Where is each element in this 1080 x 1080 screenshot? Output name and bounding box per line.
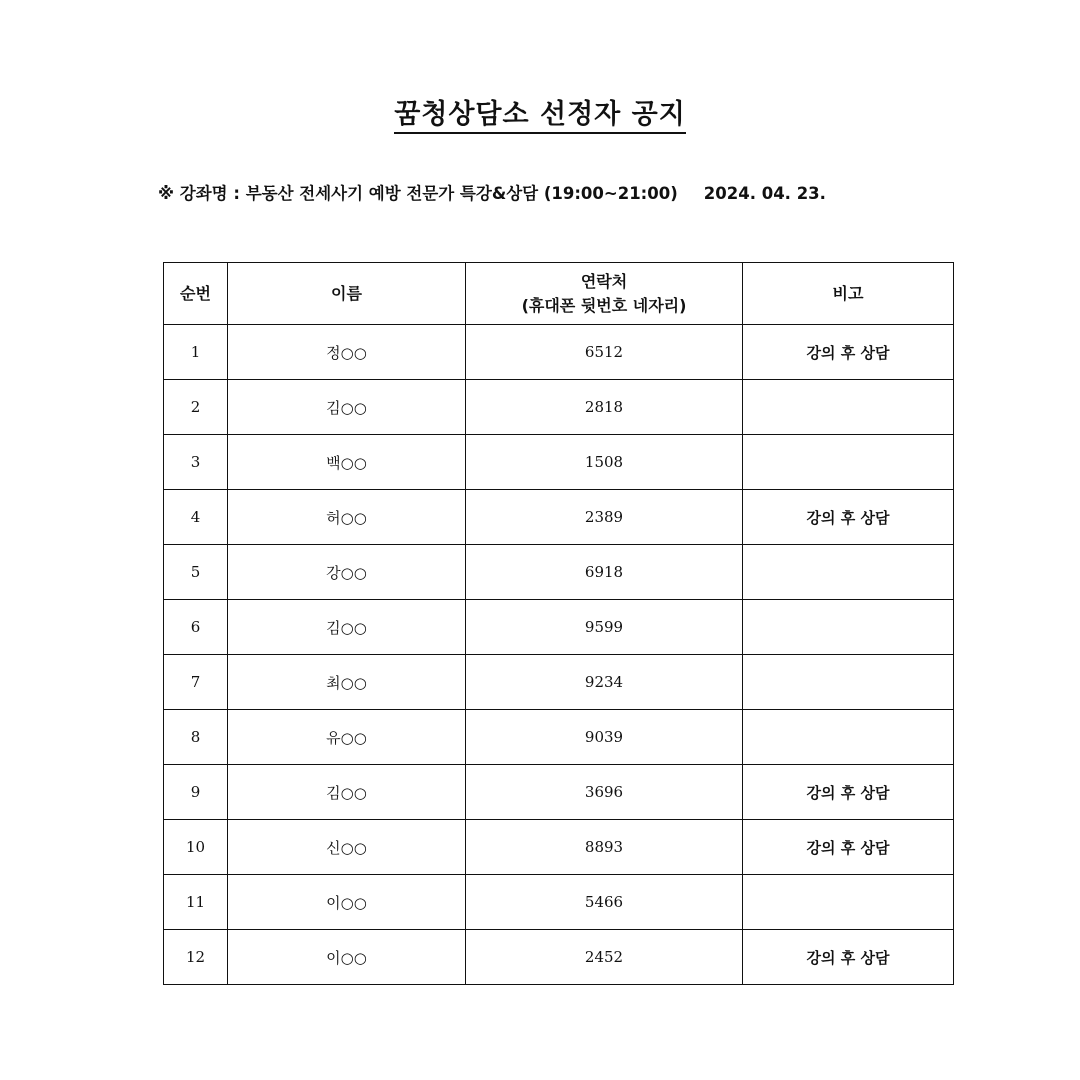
- table-row: [164, 765, 954, 820]
- cell-phone: 6918: [466, 545, 743, 600]
- table-row: [164, 435, 954, 490]
- cell-phone: 9039: [466, 710, 743, 765]
- cell-note: [743, 545, 954, 600]
- table-header-row: [164, 263, 954, 325]
- header-note: 비고: [743, 263, 954, 325]
- table-row: [164, 545, 954, 600]
- cell-phone: 9599: [466, 600, 743, 655]
- table-row: [164, 710, 954, 765]
- cell-phone: 9234: [466, 655, 743, 710]
- table-row: [164, 820, 954, 875]
- cell-seq: 11: [164, 875, 228, 930]
- table-row: [164, 380, 954, 435]
- cell-name: 이○○: [228, 930, 466, 985]
- table-row: [164, 875, 954, 930]
- cell-seq: 4: [164, 490, 228, 545]
- table-row: [164, 655, 954, 710]
- cell-note: 강의 후 상담: [743, 930, 954, 985]
- cell-name: 이○○: [228, 875, 466, 930]
- cell-note: 강의 후 상담: [743, 490, 954, 545]
- cell-phone: 8893: [466, 820, 743, 875]
- table-row: [164, 490, 954, 545]
- cell-name: 신○○: [228, 820, 466, 875]
- cell-note: 강의 후 상담: [743, 325, 954, 380]
- cell-seq: 8: [164, 710, 228, 765]
- cell-note: [743, 655, 954, 710]
- cell-seq: 1: [164, 325, 228, 380]
- header-contact-line2: (휴대폰 뒷번호 네자리): [521, 295, 687, 315]
- cell-seq: 3: [164, 435, 228, 490]
- cell-phone: 2818: [466, 380, 743, 435]
- cell-note: 강의 후 상담: [743, 765, 954, 820]
- header-contact-line1: 연락처: [580, 271, 628, 291]
- cell-seq: 6: [164, 600, 228, 655]
- cell-name: 최○○: [228, 655, 466, 710]
- cell-name: 강○○: [228, 545, 466, 600]
- cell-note: [743, 710, 954, 765]
- cell-name: 백○○: [228, 435, 466, 490]
- page-title-text: 꿈청상담소 선정자 공지: [394, 99, 686, 134]
- cell-seq: 9: [164, 765, 228, 820]
- cell-phone: 2452: [466, 930, 743, 985]
- page-title: [0, 92, 1080, 131]
- cell-phone: 6512: [466, 325, 743, 380]
- cell-name: 김○○: [228, 765, 466, 820]
- cell-name: 유○○: [228, 710, 466, 765]
- table-row: [164, 325, 954, 380]
- table-row: [164, 930, 954, 985]
- header-seq: 순번: [164, 263, 228, 325]
- cell-note: [743, 435, 954, 490]
- cell-seq: 7: [164, 655, 228, 710]
- cell-name: 김○○: [228, 380, 466, 435]
- notice-date: 2024. 04. 23.: [703, 184, 826, 203]
- cell-name: 정○○: [228, 325, 466, 380]
- cell-name: 허○○: [228, 490, 466, 545]
- cell-note: [743, 875, 954, 930]
- cell-phone: 5466: [466, 875, 743, 930]
- header-contact: [466, 263, 743, 325]
- cell-phone: 1508: [466, 435, 743, 490]
- table-body: [164, 325, 954, 985]
- cell-name: 김○○: [228, 600, 466, 655]
- cell-note: [743, 600, 954, 655]
- cell-phone: 3696: [466, 765, 743, 820]
- selection-table: [163, 262, 954, 985]
- cell-note: 강의 후 상담: [743, 820, 954, 875]
- course-name: ※ 강좌명 : 부동산 전세사기 예방 전문가 특강&상담 (19:00~21:00): [158, 184, 678, 203]
- course-info: [158, 180, 958, 204]
- table-row: [164, 600, 954, 655]
- cell-note: [743, 380, 954, 435]
- cell-seq: 12: [164, 930, 228, 985]
- header-name: 이름: [228, 263, 466, 325]
- cell-seq: 2: [164, 380, 228, 435]
- cell-seq: 10: [164, 820, 228, 875]
- cell-phone: 2389: [466, 490, 743, 545]
- cell-seq: 5: [164, 545, 228, 600]
